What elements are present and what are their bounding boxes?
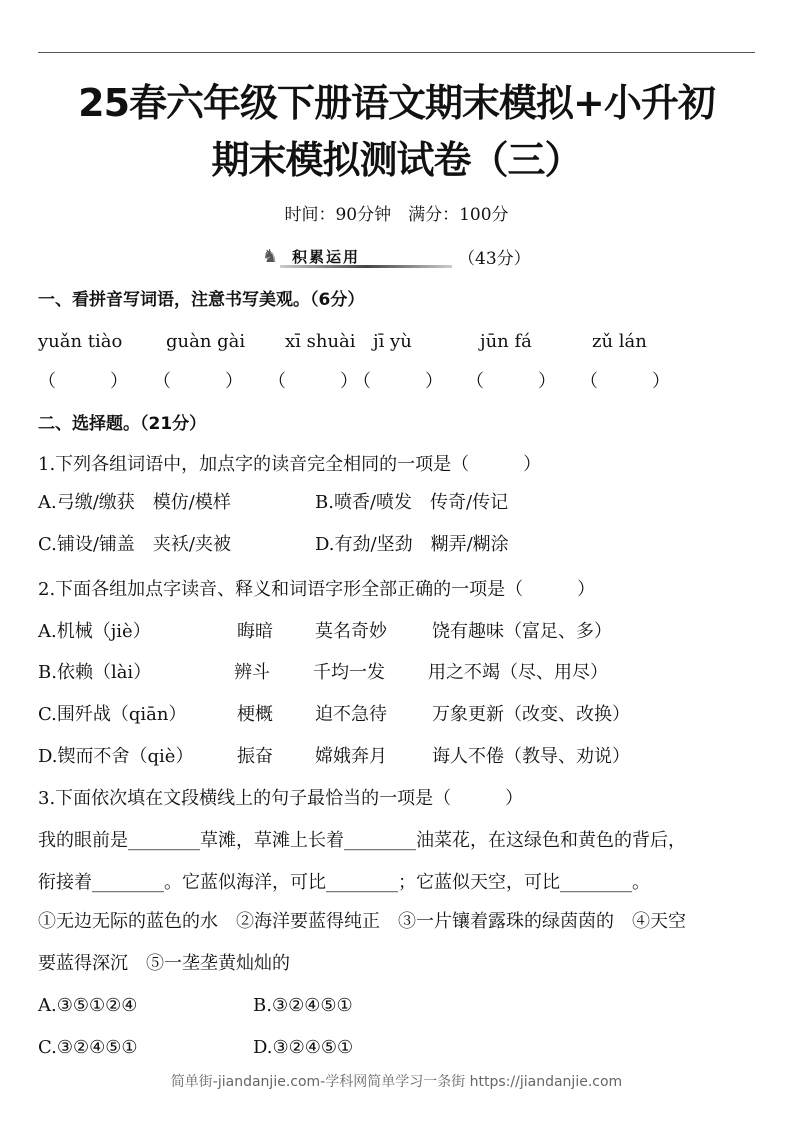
option-cell: 用之不竭（尽、用尽） bbox=[428, 662, 608, 683]
option-cell: 梗概 bbox=[237, 704, 273, 725]
choices-line-2: 要蓝得深沉 ⑤一垄垄黄灿灿的 bbox=[38, 953, 290, 974]
answer-blank[interactable]: （ ） bbox=[580, 371, 670, 392]
option-cell: 振奋 bbox=[237, 746, 273, 767]
option-d: D.有劲/坚劲 糊弄/糊涂 bbox=[315, 534, 509, 555]
title-line-2: 期末模拟测试卷（三） bbox=[211, 138, 582, 182]
option-cell: 嫦娥奔月 bbox=[315, 746, 387, 767]
option-cell: 晦暗 bbox=[237, 621, 273, 642]
option-b: B.依赖（lài） bbox=[38, 662, 152, 683]
q1-heading: 一、看拼音写词语，注意书写美观。（6分） bbox=[38, 290, 365, 310]
option-a: A.弓缴/缴获 模仿/模样 bbox=[38, 492, 231, 513]
option-cell: 莫名奇妙 bbox=[315, 621, 387, 642]
option-cell: 辨斗 bbox=[234, 662, 270, 683]
option-c: C.铺设/铺盖 夹袄/夹被 bbox=[38, 534, 231, 555]
option-cell: 迫不急待 bbox=[315, 704, 387, 725]
passage-line-2: 衔接着________。它蓝似海洋，可比________；它蓝似天空，可比________。 bbox=[38, 872, 650, 893]
option-cell: 千均一发 bbox=[313, 662, 385, 683]
option-cell: 诲人不倦（教导、劝说） bbox=[432, 746, 630, 767]
option-cell: 万象更新（改变、改换） bbox=[432, 704, 630, 725]
option-c: C.围歼战（qiān） bbox=[38, 704, 187, 725]
passage-line-1: 我的眼前是________草滩，草滩上长着________油菜花，在这绿色和黄色的背后， bbox=[38, 830, 686, 851]
option-b: B.喷香/喷发 传奇/传记 bbox=[315, 492, 509, 513]
title-line-1: 25春六年级下册语文期末模拟+小升初 bbox=[78, 81, 715, 125]
choices-line-1: ①无边无际的蓝色的水 ②海洋要蓝得纯正 ③一片镶着露珠的绿茵茵的 ④天空 bbox=[38, 911, 686, 932]
pinyin: xī shuài bbox=[285, 331, 356, 352]
section-banner bbox=[262, 246, 452, 270]
time-score: 时间：90分钟 满分：100分 bbox=[284, 205, 509, 225]
section-label: 积累运用 bbox=[292, 248, 361, 266]
answer-blank[interactable]: （ ） bbox=[38, 371, 128, 392]
pinyin: jūn fá bbox=[480, 331, 532, 352]
option-a: A.③⑤①②④ bbox=[38, 995, 138, 1016]
answer-blank[interactable]: （ ） bbox=[153, 371, 243, 392]
pinyin: jī yù bbox=[373, 331, 412, 352]
q2-1-stem: 1.下列各组词语中，加点字的读音完全相同的一项是（ ） bbox=[38, 454, 542, 475]
option-d: D.锲而不舍（qiè） bbox=[38, 746, 194, 767]
q2-2-stem: 2.下面各组加点字读音、释义和词语字形全部正确的一项是（ ） bbox=[38, 579, 596, 600]
answer-blank[interactable]: （ ） bbox=[466, 371, 556, 392]
pinyin: guàn gài bbox=[166, 331, 246, 352]
footer-watermark: 简单街-jiandanjie.com-学科网简单学习一条街 https://jiandanjie.com bbox=[170, 1074, 623, 1090]
answer-blank[interactable]: （ ） bbox=[268, 371, 358, 392]
q2-3-stem: 3.下面依次填在文段横线上的句子最恰当的一项是（ ） bbox=[38, 788, 524, 809]
section-score: （43分） bbox=[458, 249, 531, 269]
mascot-icon: ♞ bbox=[262, 246, 279, 267]
option-cell: 饶有趣味（富足、多） bbox=[432, 621, 612, 642]
pinyin: yuǎn tiào bbox=[38, 331, 123, 352]
option-b: B.③②④⑤① bbox=[253, 995, 353, 1016]
option-a: A.机械（jiè） bbox=[38, 621, 151, 642]
answer-blank[interactable]: （ ） bbox=[353, 371, 443, 392]
option-d: D.③②④⑤① bbox=[253, 1037, 354, 1058]
option-c: C.③②④⑤① bbox=[38, 1037, 138, 1058]
pinyin: zǔ lán bbox=[592, 331, 647, 352]
top-rule bbox=[38, 52, 755, 53]
q2-heading: 二、选择题。（21分） bbox=[38, 414, 207, 434]
